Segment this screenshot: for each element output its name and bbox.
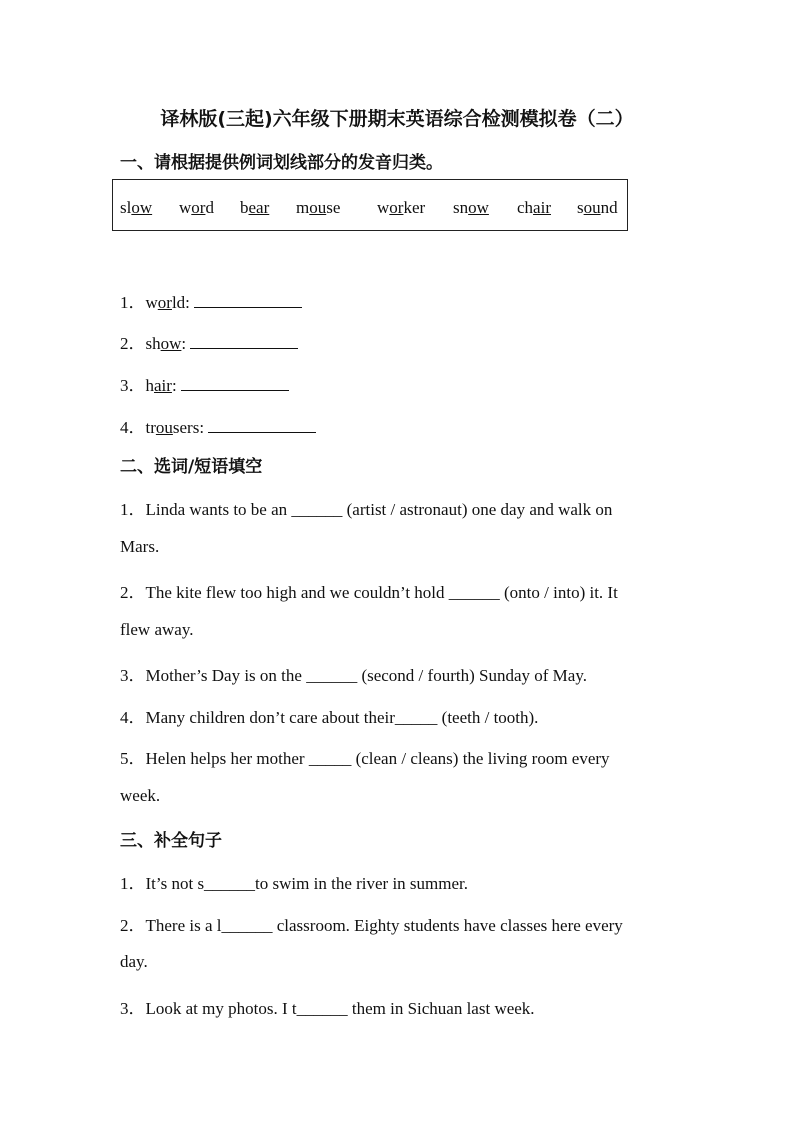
question-line: 4．Many children don’t care about their_____ (teeth / tooth). [120,708,539,727]
answer-blank[interactable] [208,418,316,433]
example-word: slow [120,198,153,217]
question-line: 2．The kite flew too high and we couldn’t hold ______ (onto / into) it. It [120,583,618,602]
sound-item: 1．world: [120,288,302,313]
example-word: sound [577,198,618,217]
question-line: flew away. [120,620,194,639]
sound-item: 4．trousers: [120,413,316,438]
answer-blank[interactable] [181,376,289,391]
example-word: word [179,198,214,217]
question-line: 3．Mother’s Day is on the ______ (second / fourth) Sunday of May. [120,666,587,685]
question-line: Mars. [120,537,160,556]
question-line: 2．There is a l______ classroom. Eighty students have classes here every [120,916,623,935]
question-line: 3．Look at my photos. I t______ them in Sichuan last week. [120,999,535,1018]
example-word: snow [453,198,489,217]
sound-item: 3．hair: [120,371,289,396]
example-word: bear [240,198,270,217]
sound-item: 2．show: [120,329,298,354]
section-3-heading: 三、补全句子 [120,831,222,851]
example-words-box [112,179,628,231]
question-line: 5．Helen helps her mother _____ (clean / cleans) the living room every [120,749,610,768]
question-line: 1．Linda wants to be an ______ (artist / astronaut) one day and walk on [120,500,613,519]
page-title: 译林版(三起)六年级下册期末英语综合检测模拟卷（二） [160,108,634,130]
question-line: week. [120,786,161,805]
example-word: worker [377,198,426,217]
example-word: mouse [296,198,341,217]
section-1-heading: 一、请根据提供例词划线部分的发音归类。 [120,153,443,173]
answer-blank[interactable] [190,334,298,349]
question-line: day. [120,952,148,971]
example-word: chair [517,198,551,217]
question-line: 1．It’s not s______to swim in the river in summer. [120,874,469,893]
answer-blank[interactable] [194,293,302,308]
section-2-heading: 二、选词/短语填空 [120,457,263,477]
